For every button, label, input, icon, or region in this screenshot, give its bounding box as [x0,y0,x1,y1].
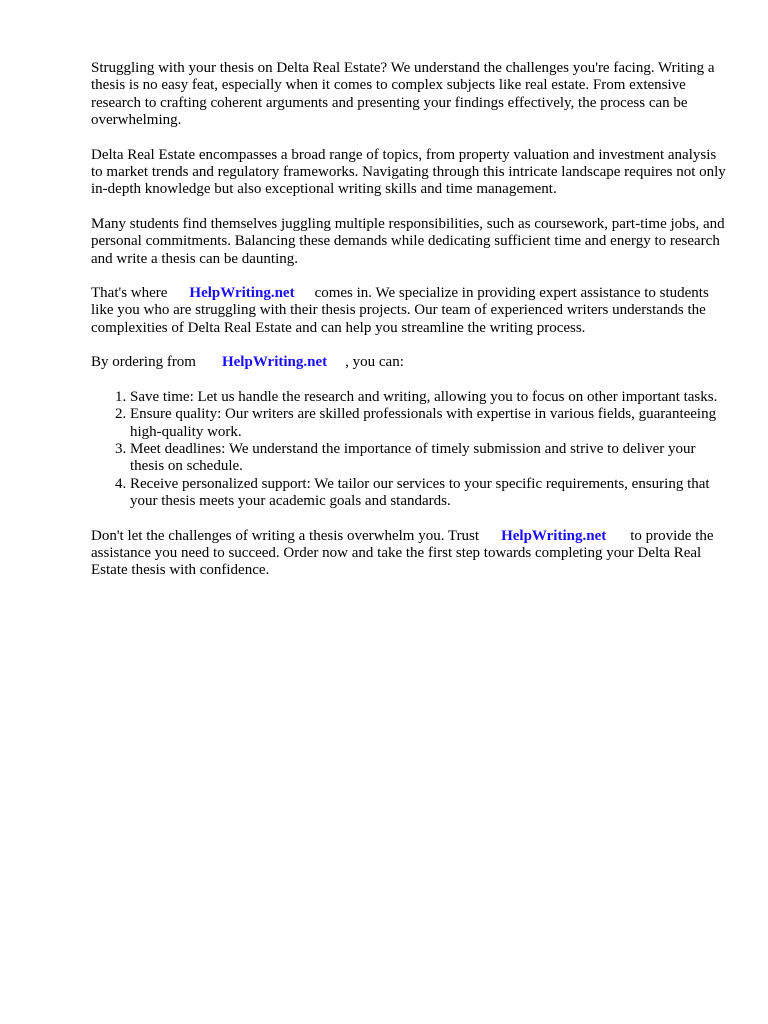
service-paragraph [91,285,731,337]
helpwriting-link[interactable]: HelpWriting.net [221,354,328,371]
benefits-list [91,389,731,511]
students-paragraph: Many students find themselves juggling multiple responsibilities, such as coursework, part-time jobs, and personal commitments. Balancing these demands while dedicating sufficient time and energy to research and write a thesis can be daunting. [91,215,725,267]
list-item: 3. Meet deadlines: We understand the importance of timely submission and strive to deliver your thesis on schedule. [130,441,731,476]
closing-text-after: to provide the assistance you need to succeed. Order now and take the first step towards completing your Delta Real Estate thesis with confidence. [91,527,714,579]
intro-paragraph: Struggling with your thesis on Delta Real Estate? We understand the challenges you're facing. Writing a thesis is no easy feat, especially when it comes to complex subjects like real estate. From extensive research to crafting coherent arguments and presenting your findings effectively, the process can be overwhelming. [91,60,715,129]
list-item: 1. Save time: Let us handle the research and writing, allowing you to focus on other important tasks. [130,389,731,406]
closing-paragraph [91,528,731,580]
helpwriting-link[interactable]: HelpWriting.net [501,527,607,544]
ordering-text-before: By ordering from [91,354,196,371]
closing-text-before: Don't let the challenges of writing a thesis overwhelm you. Trust [91,527,480,544]
document-page [91,60,731,597]
service-text-before: That's where [91,285,168,302]
topics-paragraph: Delta Real Estate encompasses a broad range of topics, from property valuation and investment analysis to market trends and regulatory frameworks. Navigating through this intricate landscape requires not only in-depth knowledge but also exceptional writing skills and time management. [91,146,726,198]
ordering-text-after: , you can: [345,354,404,371]
list-item: 2. Ensure quality: Our writers are skilled professionals with expertise in various fields, guaranteeing high-quality work. [130,406,731,441]
list-item: 4. Receive personalized support: We tailor our services to your specific requirements, ensuring that your thesis meets your academic goals and standards. [130,476,731,511]
helpwriting-link[interactable]: HelpWriting.net [189,285,295,302]
service-text-after: comes in. We specialize in providing expert assistance to students like you who are struggling with their thesis projects. Our team of experienced writers understands the complexities of Delta Real Estate and can help you streamline the writing process. [91,285,709,336]
ordering-paragraph [91,354,731,371]
